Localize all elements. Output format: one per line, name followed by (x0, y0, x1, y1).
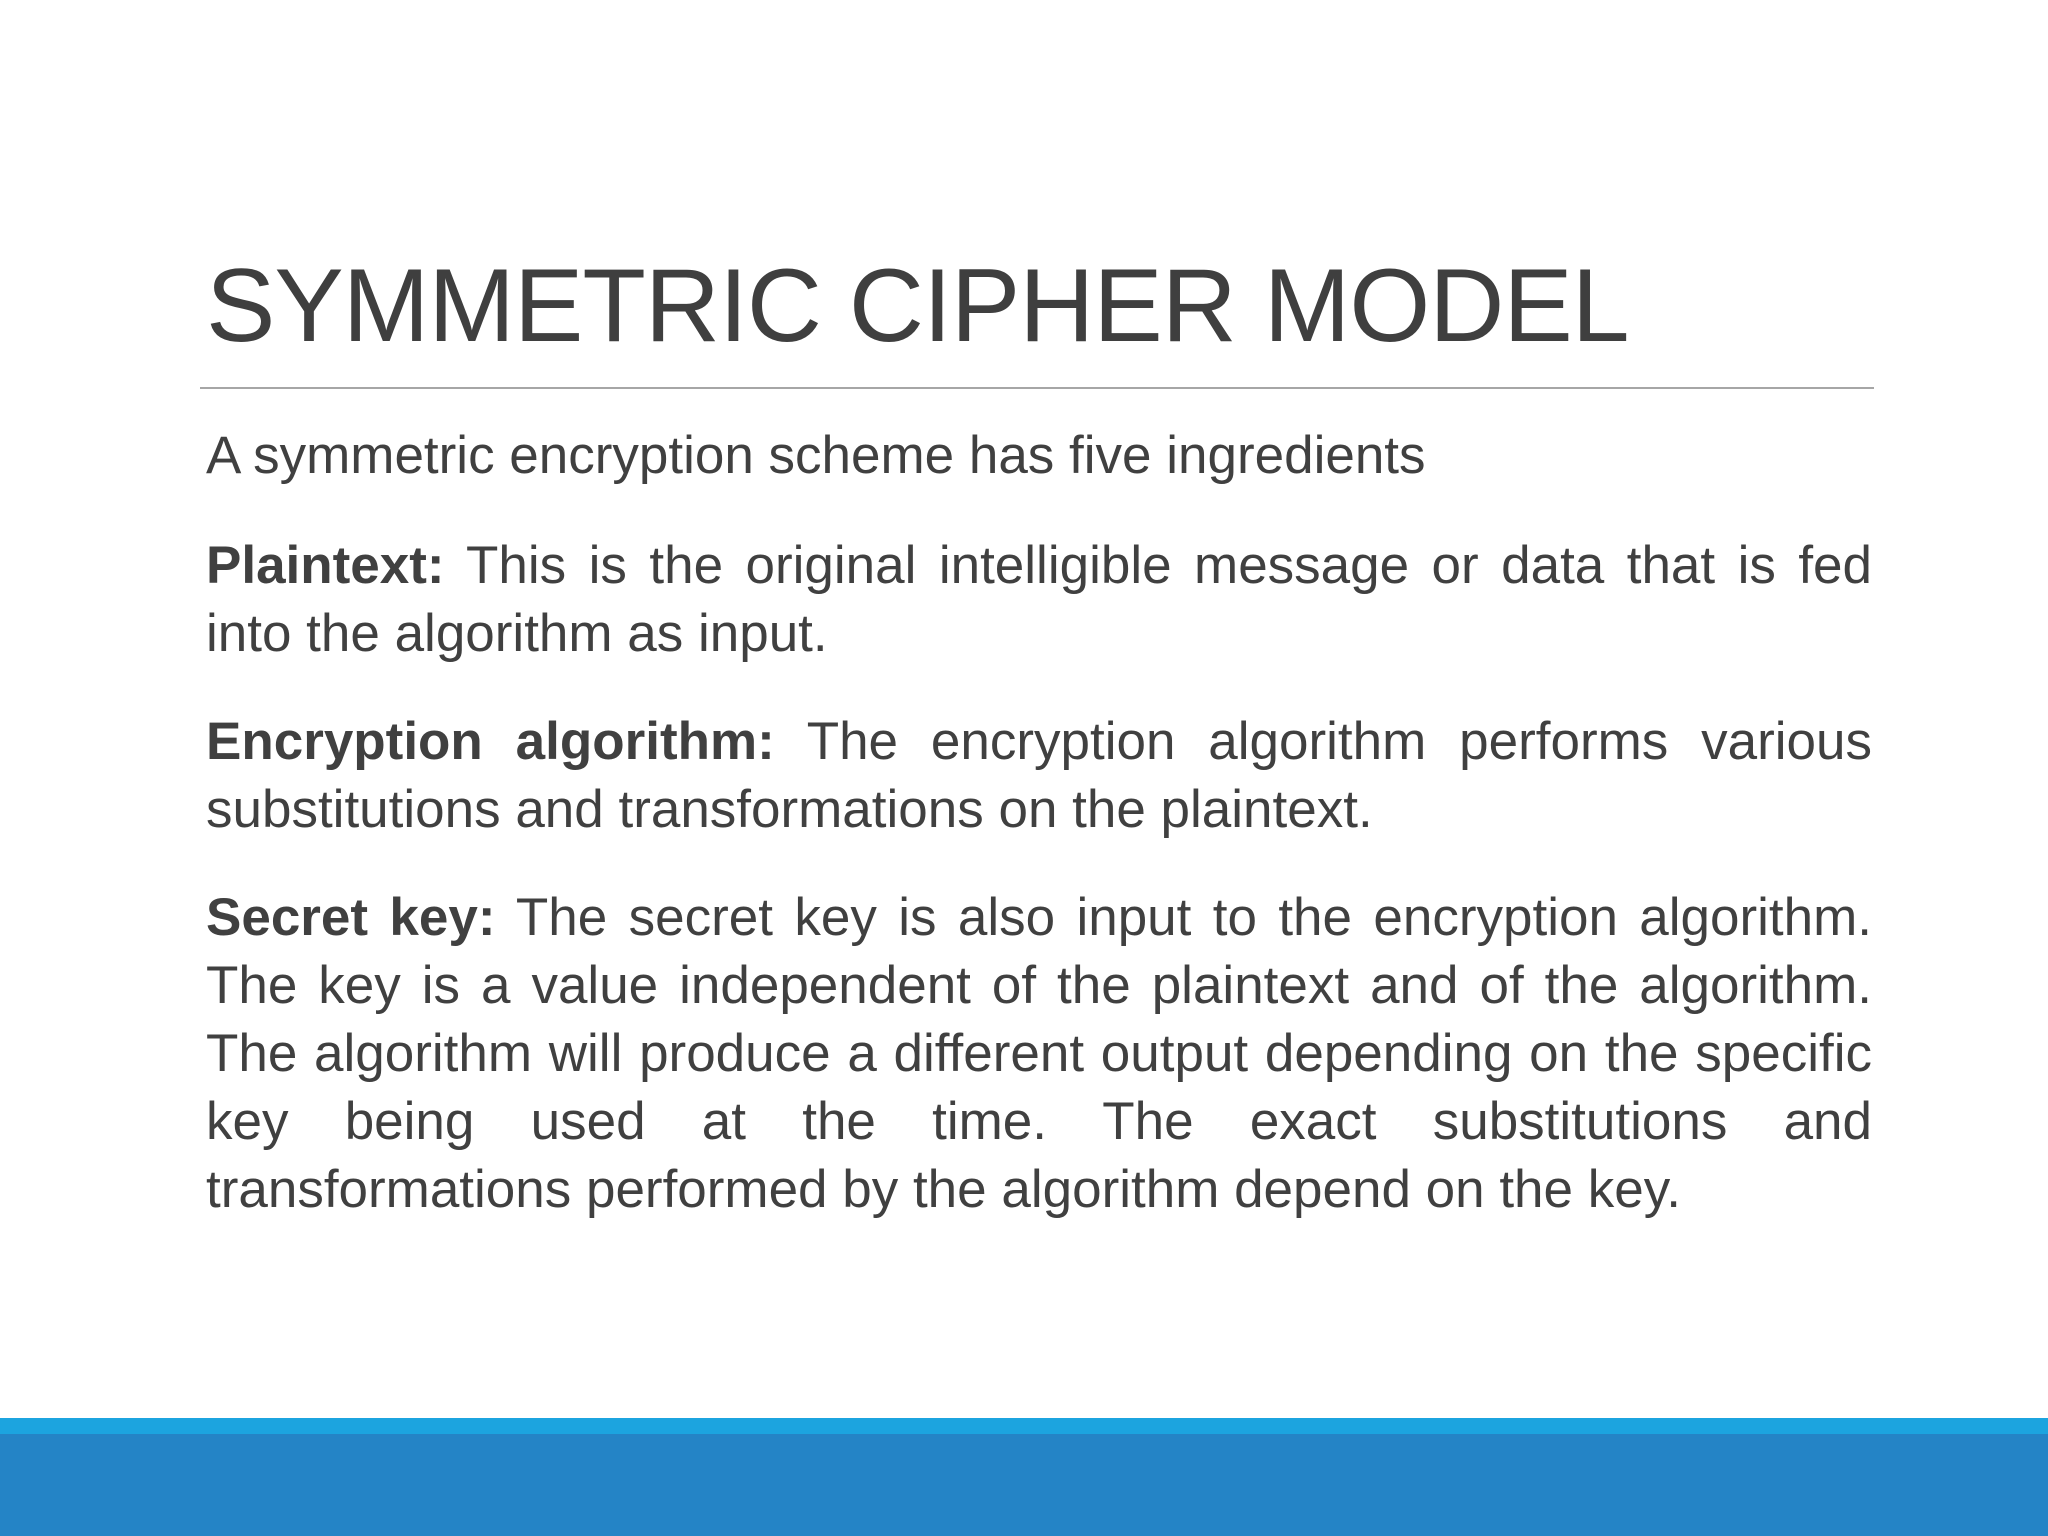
slide-body (206, 422, 1872, 1264)
ingredient-secret-key (206, 884, 1872, 1224)
ingredient-plaintext (206, 532, 1872, 668)
footer-band (0, 1434, 2048, 1536)
ingredient-term: Secret key: (206, 888, 496, 947)
ingredient-description: The encryption algorithm performs various substitutions and transformations on the plaintext. (206, 712, 1872, 839)
ingredient-encryption-algorithm (206, 708, 1872, 844)
ingredient-term: Encryption algorithm: (206, 712, 775, 771)
ingredient-description: This is the original intelligible message or data that is fed into the algorithm as input. (206, 536, 1872, 663)
title-divider (200, 387, 1874, 389)
ingredient-description: The secret key is also input to the encryption algorithm. The key is a value independent of the plaintext and of the algorithm. The algorithm will produce a different output depending on the specific key being used at the time. The exact substitutions and transformations performed by the algorithm depend on the key. (206, 888, 1872, 1219)
slide-title: SYMMETRIC CIPHER MODEL (206, 248, 1629, 364)
footer-accent-band (0, 1418, 2048, 1434)
intro-text: A symmetric encryption scheme has five ingredients (206, 426, 1426, 485)
ingredient-term: Plaintext: (206, 536, 445, 595)
